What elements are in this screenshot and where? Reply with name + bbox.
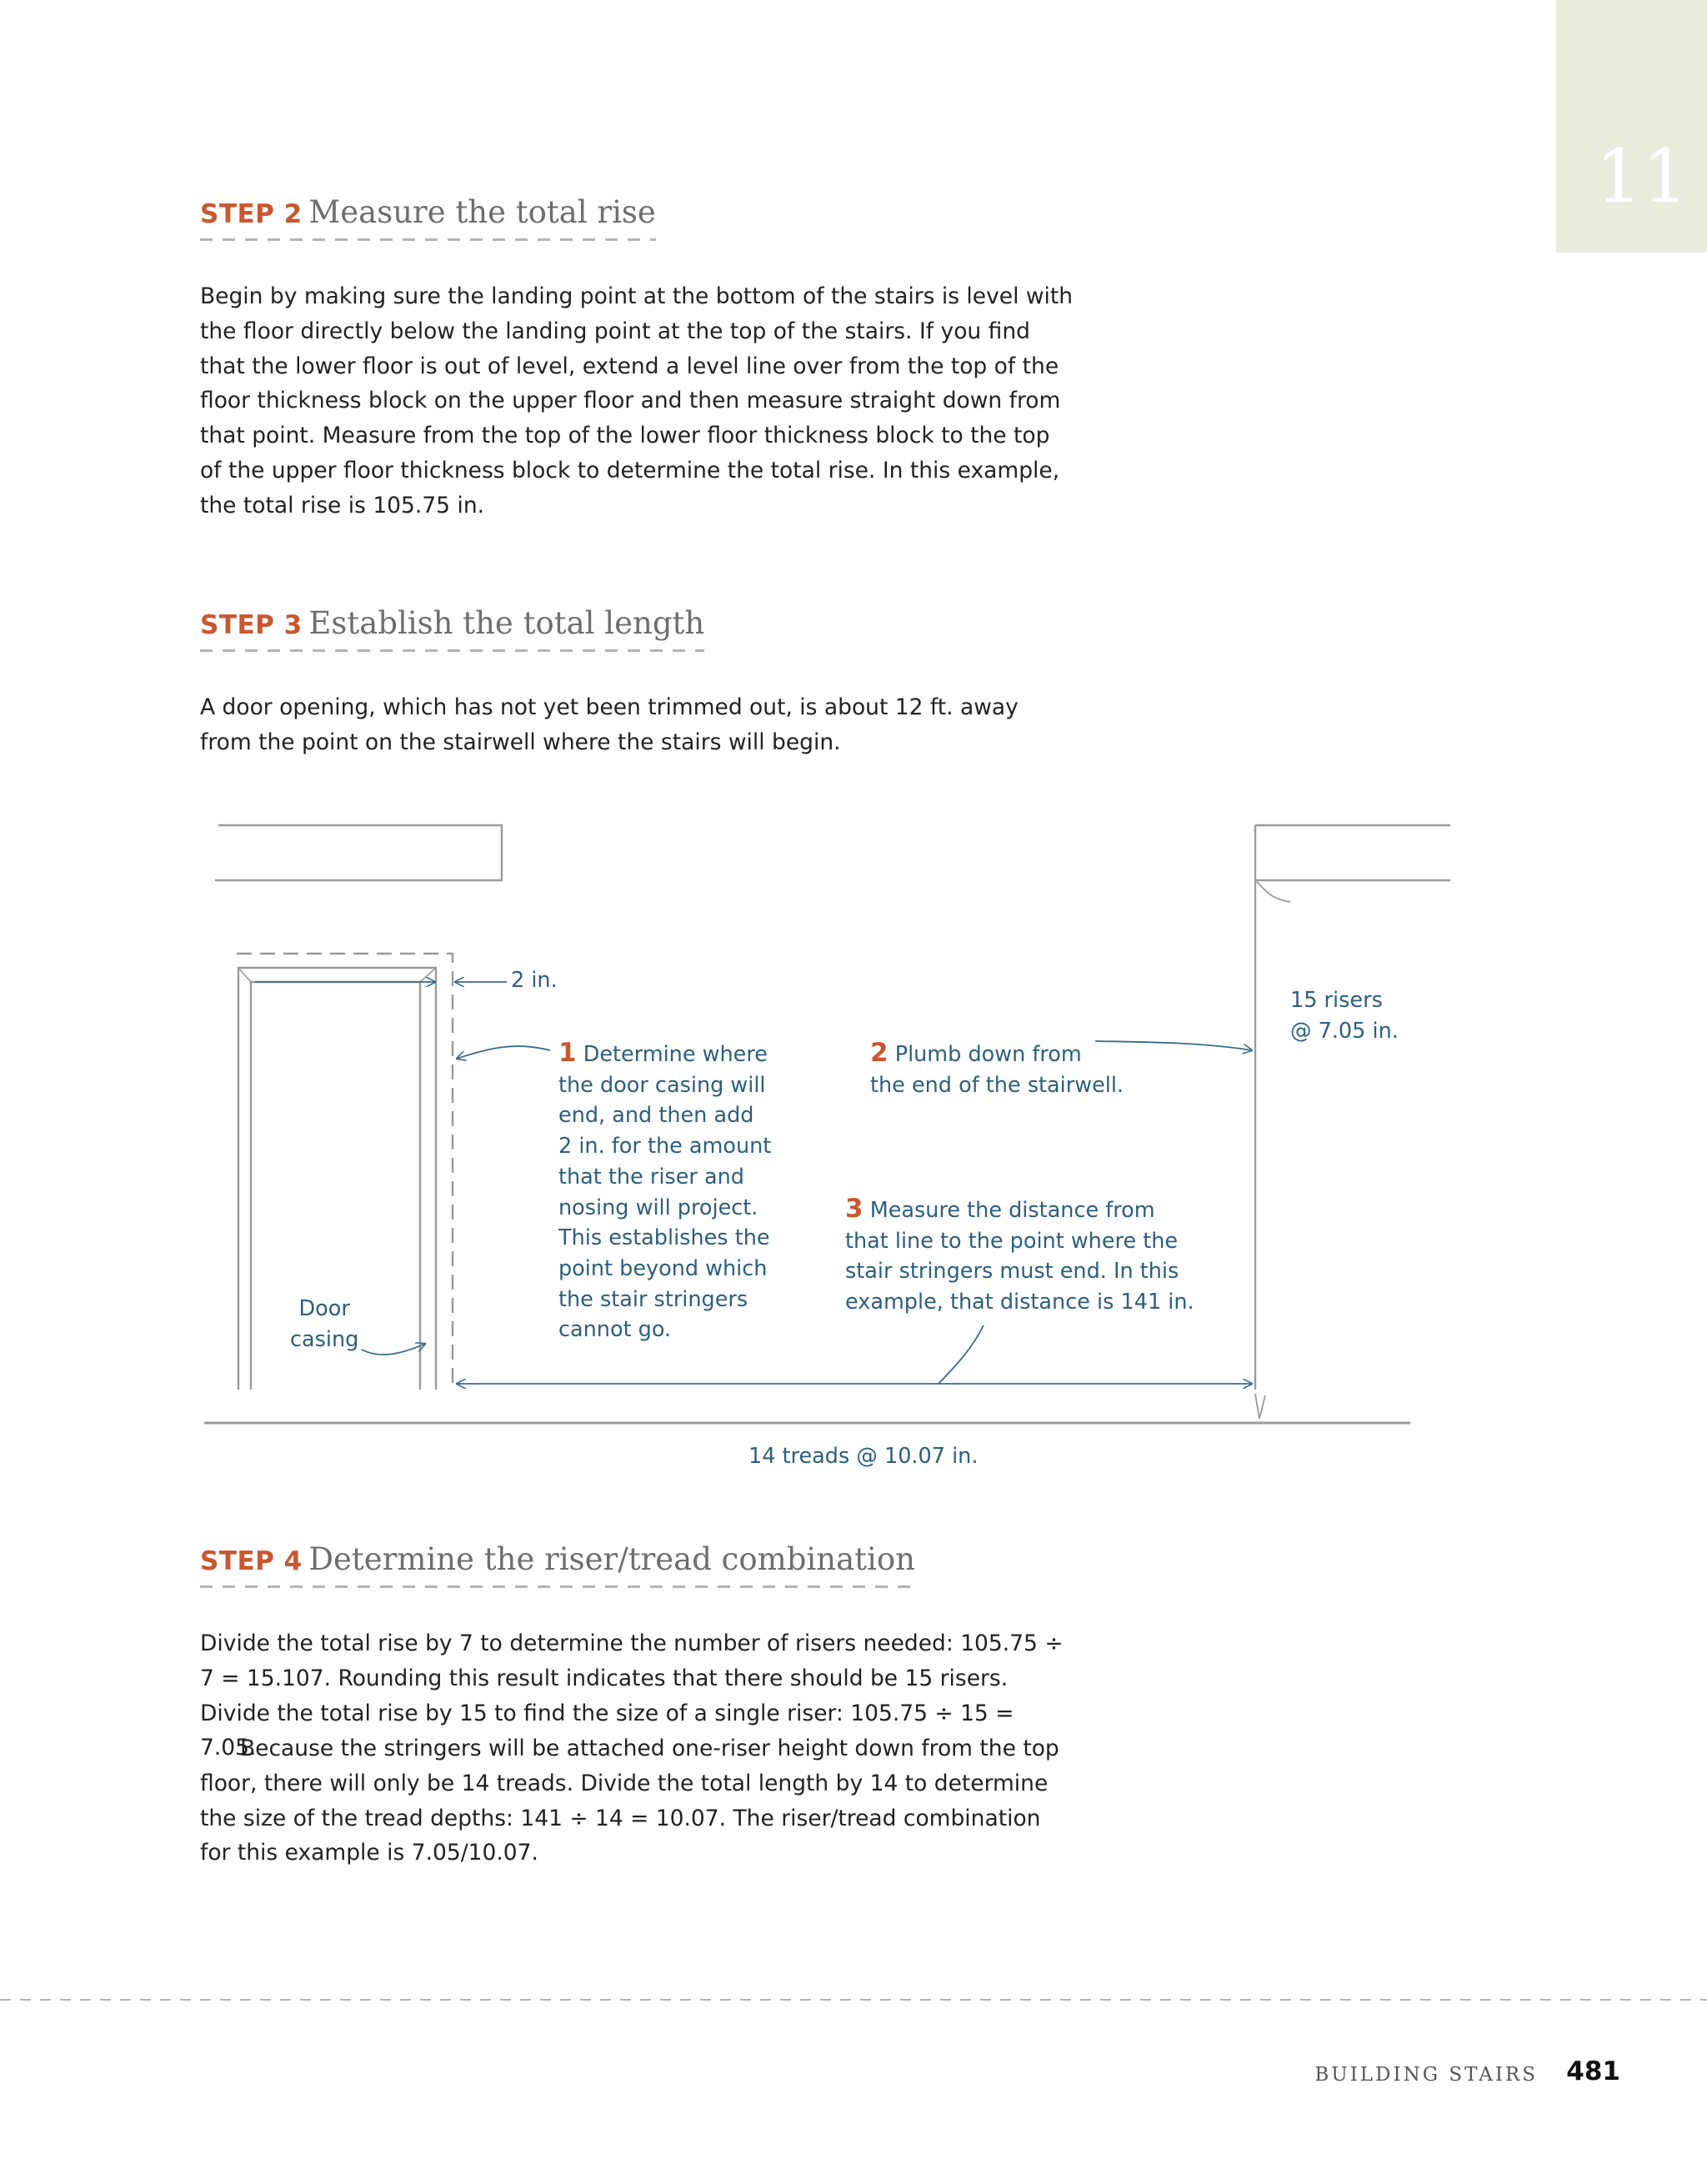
door-casing-line: Door <box>298 1296 350 1321</box>
stairwell-end-mark <box>1257 882 1290 902</box>
callout1-line: Determine where <box>583 1042 768 1067</box>
callout1-line: point beyond which <box>558 1255 768 1281</box>
step4-label: STEP 4 <box>200 1546 303 1576</box>
treads-label: 14 treads @ 10.07 in. <box>748 1444 979 1469</box>
callout1-line: cannot go. <box>558 1317 672 1343</box>
door-casing-label <box>290 1294 358 1355</box>
callout2-line: the end of the stairwell. <box>870 1072 1124 1098</box>
chapter-number: 11 <box>1595 133 1689 219</box>
step3-heading <box>200 605 705 652</box>
page-number: 481 <box>1566 2056 1620 2086</box>
step4-para1: Divide the total rise by 7 to determine the number of risers needed: 105.75 ÷ 7 = 15.107. Rounding this result indicates that there should be 15 risers. Divide the total rise by 15 to find the size of a single riser: 105.75 ÷ 15 = 7.05. <box>200 1630 1064 1761</box>
callout1-line: nosing will project. <box>558 1195 758 1220</box>
callout2-line: Plumb down from <box>894 1042 1082 1067</box>
step3-title: Establish the total length <box>308 605 705 641</box>
callout1-line: that the riser and <box>558 1164 744 1190</box>
step2-label: STEP 2 <box>200 199 303 229</box>
step2-body: Begin by making sure the landing point at the bottom of the stairs is level with the floor directly below the landing point at the top of the stairs. If you find that the lower floor is out of level, extend a level line over from the top of the floor thickness block on the upper floor and then measure straight down from that point. Measure from the top of the lower floor thickness block to the top of the upper floor thickness block to determine the total rise. In this example, the total rise is 105.75 in. <box>200 283 1074 518</box>
stair-layout-diagram <box>0 800 1707 1504</box>
diagram-drawing <box>0 800 1707 1500</box>
callout1-line: the stair stringers <box>558 1286 748 1312</box>
risers-line: @ 7.05 in. <box>1290 1018 1399 1044</box>
callout1-number: 1 <box>558 1038 577 1068</box>
callout2-number: 2 <box>870 1038 889 1068</box>
door-casing-line: casing <box>290 1326 359 1352</box>
step4-para2: Because the stringers will be attached one-riser height down from the top floor, there will only be 14 treads. Divide the total length by 14 to determine the size of the tread depths: 141 ÷ 14 = 10.07. The riser/tread combination for this example is 7.05/10.07. <box>200 1736 1059 1866</box>
risers-label <box>1290 985 1399 1046</box>
step4-title: Determine the riser/tread combination <box>308 1541 915 1577</box>
upper-floor-left <box>215 825 502 880</box>
risers-line: 15 risers <box>1290 988 1383 1013</box>
callout1-leader <box>457 1046 550 1059</box>
step2-heading <box>200 194 656 241</box>
step2-title: Measure the total rise <box>308 194 656 230</box>
callout3-line: Measure the distance from <box>869 1198 1155 1223</box>
callout3 <box>845 1194 1194 1318</box>
upper-floor-right <box>1255 825 1450 1390</box>
footer-dashed-rule <box>0 1999 1707 2001</box>
callout3-line: that line to the point where the <box>845 1228 1179 1254</box>
callout1-line: end, and then add <box>558 1103 754 1129</box>
callout3-leader <box>939 1325 984 1384</box>
running-head: BUILDING STAIRS <box>1314 2064 1538 2086</box>
callout2 <box>870 1038 1124 1100</box>
chapter-tab <box>1556 0 1707 253</box>
callout1-line: This establishes the <box>558 1225 770 1251</box>
callout3-number: 3 <box>845 1194 864 1224</box>
step3-label: STEP 3 <box>200 610 303 640</box>
callout1-line: 2 in. for the amount <box>558 1134 772 1160</box>
callout1 <box>558 1038 771 1345</box>
callout3-line: stair stringers must end. In this <box>845 1259 1179 1285</box>
callout3-line: example, that distance is 141 in. <box>845 1290 1194 1315</box>
callout1-line: the door casing will <box>558 1072 766 1098</box>
step3-body: A door opening, which has not yet been trimmed out, is about 12 ft. away from the point on the stairwell where the stairs will begin. <box>200 694 1019 755</box>
door-casing-leader <box>362 1344 425 1355</box>
step4-heading <box>200 1541 915 1588</box>
two-inch-label: 2 in. <box>511 968 558 993</box>
